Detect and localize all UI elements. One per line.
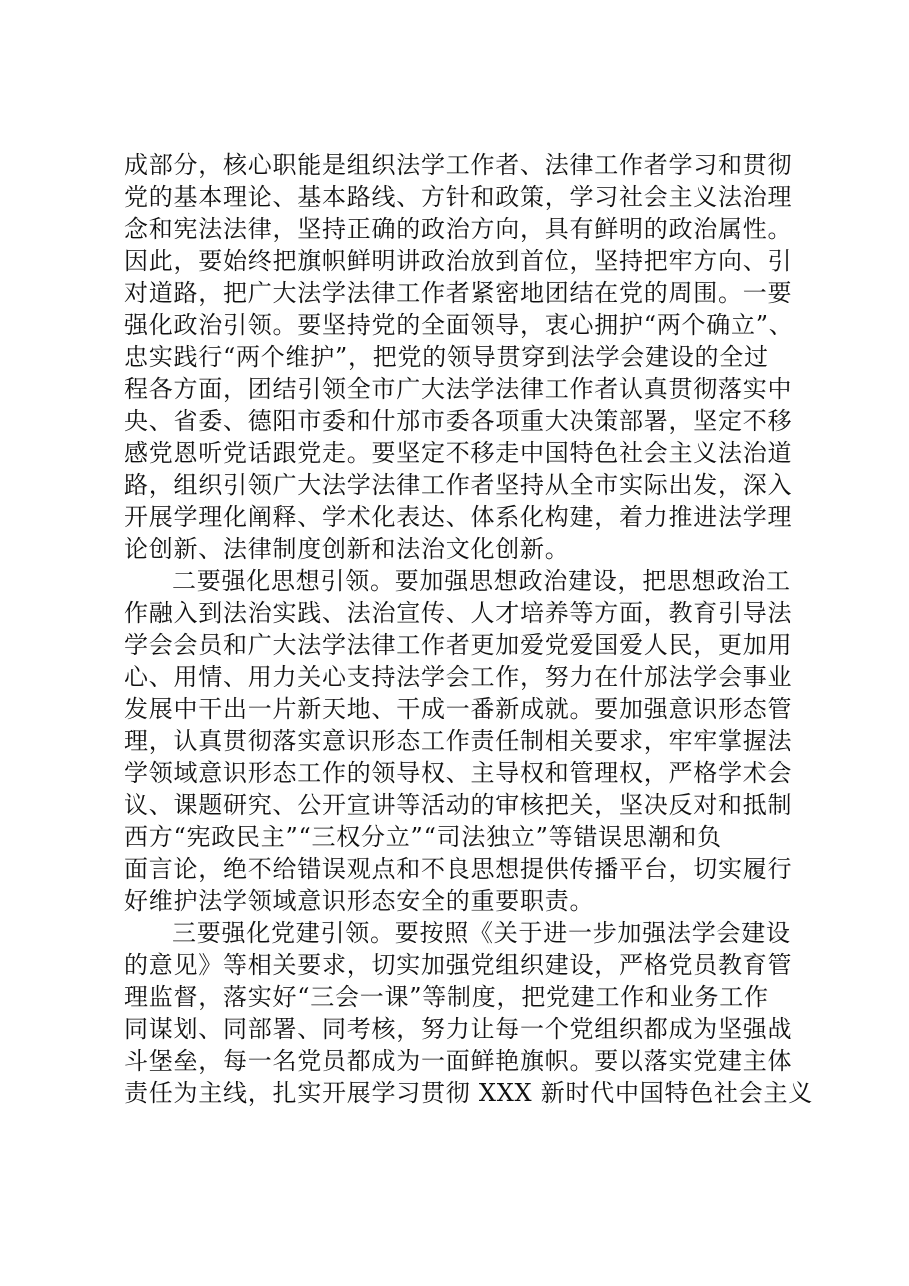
text-line: 心、用情、用力关心支持法学会工作，努力在什邡法学会事业 bbox=[124, 663, 793, 691]
text-line: 西方“宪政民主”“三权分立”“司法独立”等错误思潮和负 bbox=[124, 823, 722, 851]
text-line: 成部分，核心职能是组织法学工作者、法律工作者学习和贯彻 bbox=[124, 151, 793, 179]
text-line: 程各方面，团结引领全市广大法学法律工作者认真贯彻落实中 bbox=[124, 375, 793, 403]
text-line: 论创新、法律制度创新和法治文化创新。 bbox=[124, 535, 570, 563]
text-line: 同谋划、同部署、同考核，努力让每一个党组织都成为坚强战 bbox=[124, 1015, 793, 1043]
paragraph-start-line: 二要强化思想引领。要加强思想政治建设，把思想政治工 bbox=[172, 567, 791, 595]
text-line: 议、课题研究、公开宣讲等活动的审核把关，坚决反对和抵制 bbox=[124, 791, 793, 819]
text-line: 忠实践行“两个维护”，把党的领导贯穿到法学会建设的全过 bbox=[124, 343, 769, 371]
text-line: 对道路，把广大法学法律工作者紧密地团结在党的周围。一要 bbox=[124, 279, 793, 307]
text-line: 责任为主线，扎实开展学习贯彻 XXX 新时代中国特色社会主义 bbox=[124, 1079, 814, 1107]
text-line: 的意见》等相关要求，切实加强党组织建设，严格党员教育管 bbox=[124, 951, 793, 979]
text-line: 央、省委、德阳市委和什邡市委各项重大决策部署，坚定不移 bbox=[124, 407, 793, 435]
text-line: 路，组织引领广大法学法律工作者坚持从全市实际出发，深入 bbox=[124, 471, 793, 499]
text-line: 好维护法学领域意识形态安全的重要职责。 bbox=[124, 887, 595, 915]
text-line: 学会会员和广大法学法律工作者更加爱党爱国爱人民，更加用 bbox=[124, 631, 793, 659]
text-line: 面言论，绝不给错误观点和不良思想提供传播平台，切实履行 bbox=[124, 855, 793, 883]
text-line: 因此，要始终把旗帜鲜明讲政治放到首位，坚持把牢方向、引 bbox=[124, 247, 793, 275]
paragraph-start-line: 三要强化党建引领。要按照《关于进一步加强法学会建设 bbox=[172, 919, 791, 947]
text-line: 念和宪法法律，坚持正确的政治方向，具有鲜明的政治属性。 bbox=[124, 215, 793, 243]
document-body bbox=[124, 149, 814, 1109]
text-line: 作融入到法治实践、法治宣传、人才培养等方面，教育引导法 bbox=[124, 599, 793, 627]
text-line: 开展学理化阐释、学术化表达、体系化构建，着力推进法学理 bbox=[124, 503, 793, 531]
text-line: 强化政治引领。要坚持党的全面领导，衷心拥护“两个确立”、 bbox=[124, 311, 794, 339]
text-line: 发展中干出一片新天地、干成一番新成就。要加强意识形态管 bbox=[124, 695, 793, 723]
text-line: 党的基本理论、基本路线、方针和政策，学习社会主义法治理 bbox=[124, 183, 793, 211]
text-line: 理监督，落实好“三会一课”等制度，把党建工作和业务工作 bbox=[124, 983, 769, 1011]
text-line: 感党恩听党话跟党走。要坚定不移走中国特色社会主义法治道 bbox=[124, 439, 793, 467]
text-line: 理，认真贯彻落实意识形态工作责任制相关要求，牢牢掌握法 bbox=[124, 727, 793, 755]
text-line: 斗堡垒，每一名党员都成为一面鲜艳旗帜。要以落实党建主体 bbox=[124, 1047, 793, 1075]
text-line: 学领域意识形态工作的领导权、主导权和管理权，严格学术会 bbox=[124, 759, 793, 787]
